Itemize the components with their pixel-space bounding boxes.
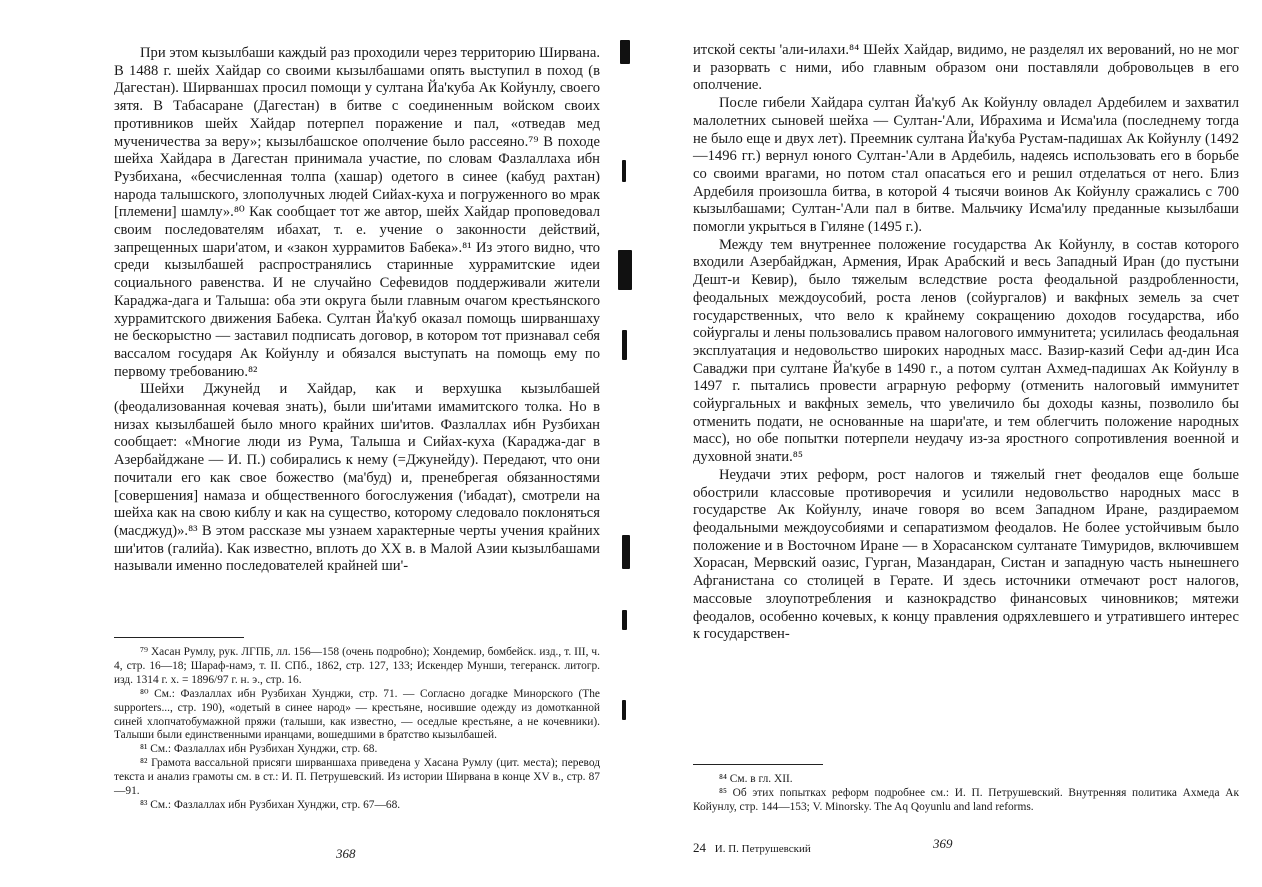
right-paragraph-2: После гибели Хайдара султан Йа'куб Ак Койунлу овладел Ардебилем и захватил малолетних сыновей шейха — Султан-'Али, Ибрахима и Исма'ила (последнему тогда не было еще и двух лет). Преемник султана Йа'куба Рустам-падишах Ак Койунлу (1492—1496 гг.) вернул юного Султан-'Али в Ардебиль, надеясь использовать его в борьбе со своими врагами, но потом стал опасаться его и решил отделаться от него. Близ Ардебиля произошла битва, в которой 4 тысячи воинов Ак Койунлу сражались с 700 кызылбашами; Султан-'Али пал в битве. Мальчику Исма'илу преданные кызылбаши помогли укрыться в Гиляне (1495 г.).	[693, 95, 1239, 236]
footnote-85: ⁸⁵ Об этих попытках реформ подробнее см.: И. П. Петрушевский. Внутренняя политика Ахмеда Ак Койунлу, стр. 144—153; V. Minorsky. The Aq Qoyunlu and land reforms.	[693, 786, 1239, 813]
left-footnotes	[114, 646, 600, 813]
signature-author: И. П. Петрушевский	[714, 843, 811, 855]
right-page-number: 369	[933, 836, 953, 851]
left-paragraph-2: Шейхи Джунейд и Хайдар, как и верхушка кызылбашей (феодализованная кочевая знать), были ши'итами имамитского толка. Но в низах кызылбашей было много крайних ши'итов. Фазлаллах ибн Рузбихан сообщает: «Многие люди из Рума, Талыша и Сийах-куха (Караджа-даг в Азербайджане — И. П.) собирались к нему (=Джунейду). Передают, что они почитали его как свое божество (ма'буд) и, пренебрегая обязанностями [совершения] намаза и общественного богослужения ('ибадат), смотрели на шейха как на свою киблу и как на существо, которому следовало поклоняться (масджуд)».⁸³ В этом рассказе мы узнаем характерные черты учения крайних ши'итов (галийа). Как известно, вплоть до XX в. в Малой Азии кызылбашами называли именно последователей крайней ши'-	[114, 381, 600, 575]
binding-mark	[622, 330, 627, 360]
printer-signature	[693, 840, 811, 856]
right-paragraph-3: Между тем внутреннее положение государства Ак Койунлу, в состав которого входили Азербайджан, Армения, Ирак Арабский и весь Западный Иран (до пустыни Дешт-и Кевир), было тяжелым вследствие роста феодальной раздробленности, феодальных междоусобий, роста ленов (сойургалов) и вакфных земель за счет государственных, что вело к крайнему сокращению доходов государства, ибо сойургалы и лены пользовались правом налогового иммунитета; усилилась феодальная эксплуатация и недовольство широких народных масс. Вазир-казий Сефи ад-дин Иса Саваджи при султане Йа'кубе в 1490 г., а потом султан Ахмед-падишах Ак Койунлу в 1497 г. пытались провести аграрную реформу (отменить налоговый иммунитет сойургальных и вакфных земель, что увеличило бы доходы казны, позволило бы отменить подати, не основанные на шари'ате, и тем облегчить положение народных масс), но обе попытки потерпели неудачу из-за яростного сопротивления военной и духовной знати.⁸⁵	[693, 236, 1239, 466]
footnote-81: ⁸¹ См.: Фазлаллах ибн Рузбихан Хунджи, стр. 68.	[140, 743, 378, 756]
binding-mark	[620, 40, 630, 64]
signature-number: 24	[693, 840, 706, 855]
right-footnotes	[693, 773, 1239, 815]
footnote-82: ⁸² Грамота вассальной присяги ширваншаха приведена у Хасана Румлу (цит. места); перевод текста и анализ грамоты см. в ст.: И. П. Петрушевский. Из истории Ширвана в конце XV в., стр. 87—91.	[114, 757, 600, 798]
left-page-number: 368	[336, 846, 356, 861]
right-paragraph-1: итской секты 'али-илахи.⁸⁴ Шейх Хайдар, видимо, не разделял их верований, но не мог и разорвать с ними, ибо главным образом они поставляли добровольцев в его ополчение.	[693, 42, 1239, 94]
right-page	[631, 0, 1262, 887]
binding-mark	[622, 535, 630, 569]
binding-mark	[622, 700, 626, 720]
left-footnote-rule	[114, 637, 244, 638]
right-page-body	[693, 42, 1239, 644]
binding-mark	[622, 610, 627, 630]
footnote-80: ⁸⁰ См.: Фазлаллах ибн Рузбихан Хунджи, стр. 71. — Согласно догадке Минорского (The supporters..., стр. 190), «одетый в синее народ» — крестьяне, носившие одежду из домотканной синей хлопчатобумажной пряжи (талыши, как известно, — оседлые крестьяне, а не кочевники). Талыши были единственными иранцами, вошедшими в братство кызылбашей.	[114, 687, 600, 742]
binding-mark	[618, 250, 632, 290]
footnote-83: ⁸³ См.: Фазлаллах ибн Рузбихан Хунджи, стр. 67—68.	[140, 798, 401, 811]
binding-mark	[622, 160, 626, 182]
footnote-79: ⁷⁹ Хасан Румлу, рук. ЛГПБ, лл. 156—158 (очень подробно); Хондемир, бомбейск. изд., т. III, ч. 4, стр. 16—18; Шараф-намэ, т. II. СПб., 1862, стр. 127, 133; Искендер Мунши, тегеранск. литогр. изд. 1314 г. х. = 1896/97 г. н. э., стр. 16.	[114, 646, 600, 686]
footnote-84: ⁸⁴ См. в гл. XII.	[719, 773, 793, 785]
left-paragraph-1: При этом кызылбаши каждый раз проходили через территорию Ширвана. В 1488 г. шейх Хайдар со своими кызылбашами опять выступил в поход (в Дагестан). Ширваншах просил помощи у султана Йа'куба Ак Койунлу, своего зятя. В Табасаране (Дагестан) в битве с соединенным войском своих противников шейх Хайдар потерпел поражение и пал, «отведав мед мученичества за веру»; кызылбашское ополчение было рассеяно.⁷⁹ В походе шейха Хайдара в Дагестан принимала участие, по словам Фазлаллаха ибн Рузбихана, «бесчисленная толпа (хашар) одетого в синее (кабуд рахтан) народа талышского, злополучных людей Сийах-куха и погруженного во мрак [племени] шамлу».⁸⁰ Как сообщает тот же автор, шейх Хайдар проповедовал своим последователям ибахат, т. е. учение о законности действий, запрещенных шари'атом, и «закон хуррамитов Бабека».⁸¹ Из этого видно, что среди кызылбашей распространялись старинные хуррамитские идеи социального равенства. И не случайно Сефевидов поддерживали жители Караджа-дага и Талыша: оба эти округа были главным очагом крестьянского хуррамитского движения Бабека. Султан Йа'куб оказал помощь ширваншаху не бескорыстно — заставил подписать договор, в котором тот признавал себя вассалом государя Ак Койунлу и обязался выступать на помощь ему по первому требованию.⁸²	[114, 45, 600, 380]
right-paragraph-4: Неудачи этих реформ, рост налогов и тяжелый гнет феодалов еще больше обострили классовые противоречия и усилили недовольство народных масс в государстве Ак Койунлу, иначе говоря во всем Западном Иране, раздираемом феодальными междоусобиями и сепаратизмом феодалов. Не более устойчивым было положение и в Восточном Иране — в Хорасанском султанате Тимуридов, включившем Хорасан, Мервский оазис, Гурган, Мазандаран, Систан и западную часть нынешнего Афганистана со столицей в Герате. И здесь источники отмечают рост налогов, массовые злоупотребления и казнокрадство финансовых чиновников; мятежи феодалов, особенно кочевых, к концу правления одряхлевшего и утратившего интерес к государствен-	[693, 466, 1239, 643]
right-footnote-rule	[693, 764, 823, 765]
left-page-body	[114, 45, 600, 576]
